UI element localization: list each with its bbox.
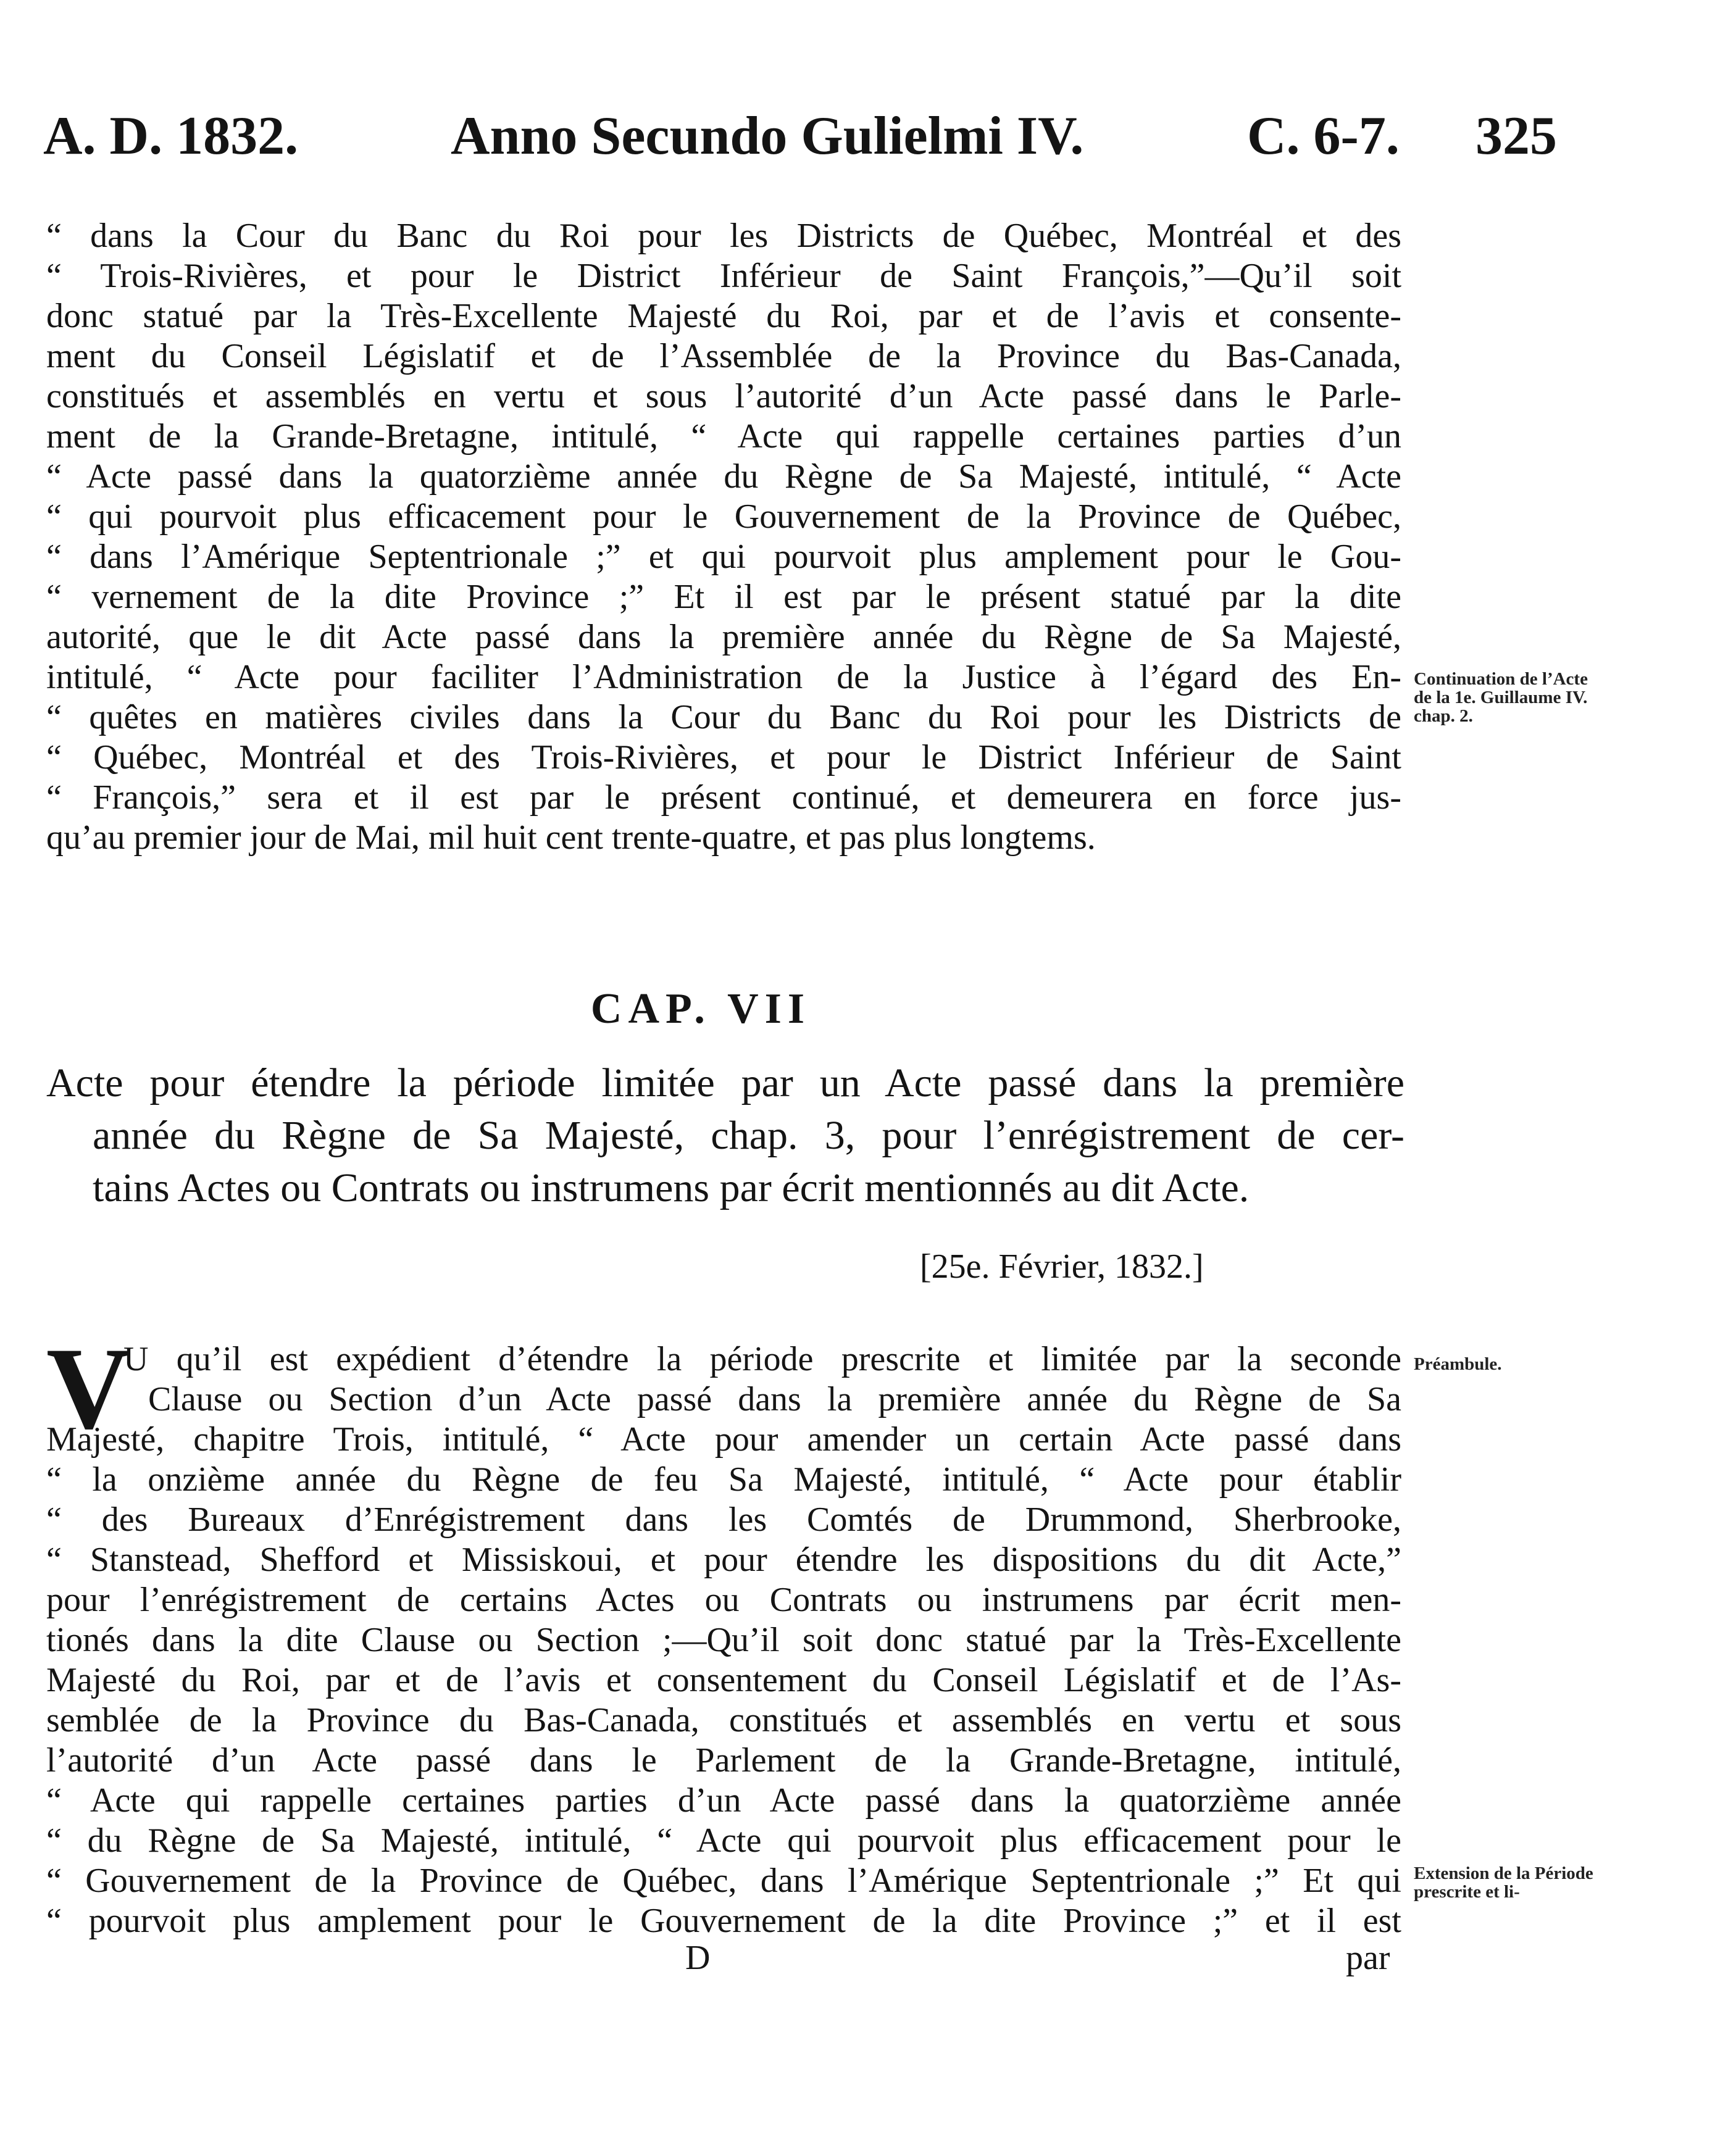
text-line: ment du Conseil Législatif et de l’Assemblée de la Province du Bas-Canada, (46, 337, 1401, 375)
catchword: par (1346, 1939, 1390, 1977)
text-line: “ vernement de la dite Province ;” Et il est par le présent statué par la dite (46, 578, 1401, 616)
header-year: A. D. 1832. (43, 106, 299, 166)
drop-cap: V (46, 1324, 131, 1454)
text-line: “ pourvoit plus amplement pour le Gouvernement de la dite Province ;” et il est (46, 1902, 1401, 1940)
margin-note-continuation: Continuation de l’Acte de la 1e. Guillaume IV. chap. 2. (1414, 669, 1588, 726)
text-line: “ Gouvernement de la Province de Québec, dans l’Amérique Septentrionale ;” Et qui (46, 1862, 1401, 1900)
text-line: “ dans l’Amérique Septentrionale ;” et qui pourvoit plus amplement pour le Gou- (46, 538, 1401, 576)
margin-note-preamble: Préambule. (1414, 1354, 1502, 1374)
text-line: constitués et assemblés en vertu et sous l’autorité d’un Acte passé dans le Parle- (46, 377, 1401, 415)
text-line: donc statué par la Très-Excellente Majesté du Roi, par et de l’avis et consente- (46, 297, 1401, 335)
chapter-title-line: Acte pour étendre la période limitée par un Acte passé dans la première (46, 1060, 1404, 1105)
chapter-heading: CAP. VII (590, 985, 811, 1033)
text-line: pour l’enrégistrement de certains Actes ou Contrats ou instrumens par écrit men- (46, 1581, 1401, 1619)
text-line: “ qui pourvoit plus efficacement pour le Gouvernement de la Province de Québec, (46, 498, 1401, 536)
text-line: “ la onzième année du Règne de feu Sa Majesté, intitulé, “ Acte pour établir (46, 1460, 1401, 1499)
text-line: “ des Bureaux d’Enrégistrement dans les Comtés de Drummond, Sherbrooke, (46, 1501, 1401, 1539)
text-line: “ Acte qui rappelle certaines parties d’un Acte passé dans la quatorzième année (46, 1781, 1401, 1820)
signature-mark: D (685, 1939, 711, 1977)
running-header (43, 105, 1587, 185)
text-line: Clause ou Section d’un Acte passé dans la première année du Règne de Sa (148, 1380, 1401, 1418)
text-line: “ Stanstead, Shefford et Missiskoui, et pour étendre les dispositions du dit Acte,” (46, 1541, 1401, 1579)
text-line: “ Acte passé dans la quatorzième année du Règne de Sa Majesté, intitulé, “ Acte (46, 457, 1401, 496)
page-number: 325 (1475, 106, 1557, 166)
margin-note-extension: Extension de la Période prescrite et li- (1414, 1863, 1593, 1902)
text-line: Majesté du Roi, par et de l’avis et consentement du Conseil Législatif et de l’As- (46, 1661, 1401, 1699)
text-line: Majesté, chapitre Trois, intitulé, “ Acte pour amender un certain Acte passé dans (46, 1420, 1401, 1459)
text-line: semblée de la Province du Bas-Canada, constitués et assemblés en vertu et sous (46, 1701, 1401, 1739)
text-line: “ Québec, Montréal et des Trois-Rivières, et pour le District Inférieur de Saint (46, 738, 1401, 776)
text-line: tionés dans la dite Clause ou Section ;—Qu’il soit donc statué par la Très-Excellente (46, 1621, 1401, 1659)
chapter-title-line: tains Actes ou Contrats ou instrumens par écrit mentionnés au dit Acte. (93, 1165, 1250, 1210)
text-line: “ François,” sera et il est par le présent continué, et demeurera en force jus- (46, 778, 1401, 817)
text-line: “ dans la Cour du Banc du Roi pour les Districts de Québec, Montréal et des (46, 217, 1401, 255)
assent-date: [25e. Février, 1832.] (920, 1247, 1204, 1286)
chapter-title-line: année du Règne de Sa Majesté, chap. 3, pour l’enrégistrement de cer- (93, 1113, 1404, 1158)
text-line: U qu’il est expédient d’étendre la période prescrite et limitée par la seconde (123, 1340, 1401, 1378)
header-title: Anno Secundo Gulielmi IV. (451, 106, 1084, 166)
text-line: “ du Règne de Sa Majesté, intitulé, “ Acte qui pourvoit plus efficacement pour le (46, 1821, 1401, 1860)
header-chapter: C. 6-7. (1247, 106, 1400, 166)
text-line: qu’au premier jour de Mai, mil huit cent trente-quatre, et pas plus longtems. (46, 818, 1096, 857)
text-line: ment de la Grande-Bretagne, intitulé, “ Acte qui rappelle certaines parties d’un (46, 417, 1401, 456)
text-line: “ quêtes en matières civiles dans la Cour du Banc du Roi pour les Districts de (46, 698, 1401, 736)
text-line: “ Trois-Rivières, et pour le District Inférieur de Saint François,”—Qu’il soit (46, 257, 1401, 295)
text-line: intitulé, “ Acte pour faciliter l’Administration de la Justice à l’égard des En- (46, 658, 1401, 696)
text-line: l’autorité d’un Acte passé dans le Parlement de la Grande-Bretagne, intitulé, (46, 1741, 1401, 1780)
text-line: autorité, que le dit Acte passé dans la première année du Règne de Sa Majesté, (46, 618, 1401, 656)
